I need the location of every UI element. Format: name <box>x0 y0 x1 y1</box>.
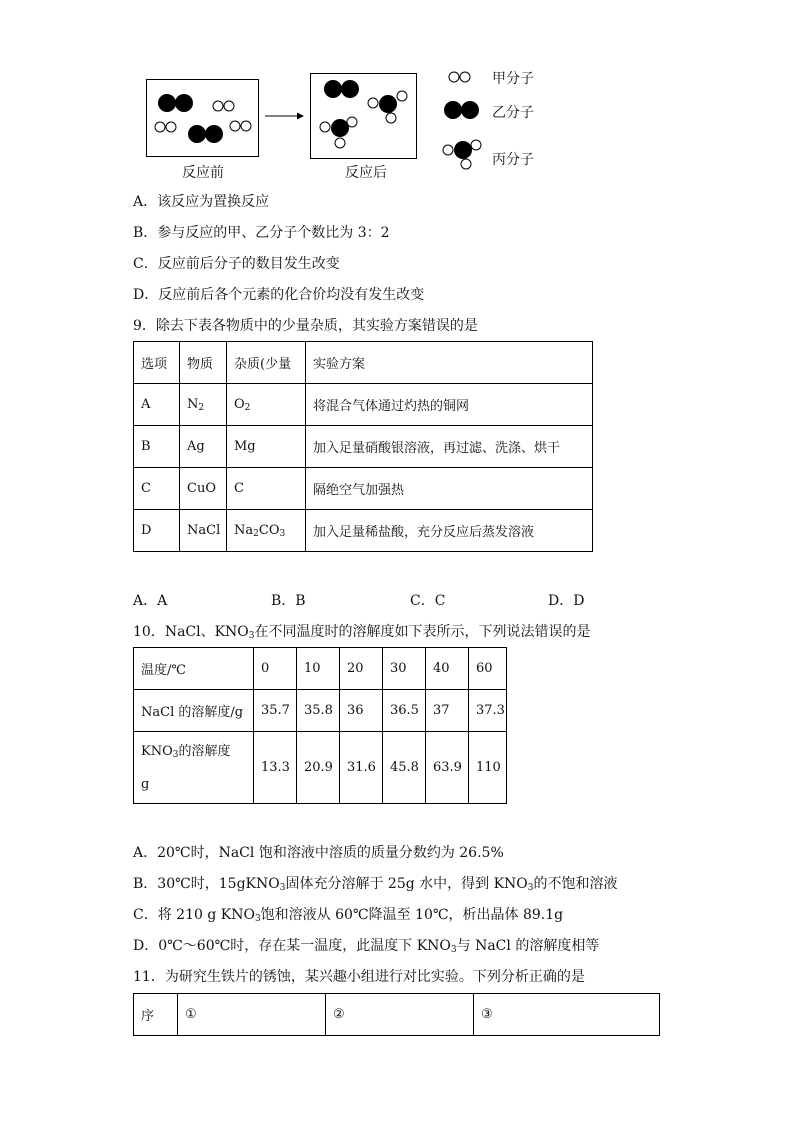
table-row <box>134 468 593 510</box>
q10-kno3-label: $KNO_3$的溶解度 g <box>134 732 254 804</box>
q9-table <box>133 341 593 552</box>
legend-jia: 甲分子 <box>492 71 534 87</box>
table-row <box>134 384 593 426</box>
jia-molecule-atom <box>230 121 240 131</box>
q10-kno3-cell: 13.3 <box>254 732 297 804</box>
bing-molecule-atom <box>397 91 407 101</box>
q9-cell-plan: 隔绝空气加强热 <box>306 468 593 510</box>
q10-stem: 10．NaCl、$KNO_3$在不同温度时的溶解度如下表所示，下列说法错误的是 <box>133 624 591 641</box>
q10-temp-cell: 30 <box>383 648 426 690</box>
q10-temp-cell: 10 <box>297 648 340 690</box>
jia-molecule-atom <box>213 101 223 111</box>
q9-cell-substance: Ag <box>180 426 227 468</box>
yi-molecule-atom <box>175 94 193 112</box>
q11-table <box>133 993 660 1036</box>
q11-header-3: ③ <box>474 994 660 1036</box>
table-row <box>134 994 660 1036</box>
q9-cell-plan: 将混合气体通过灼热的铜网 <box>306 384 593 426</box>
q9-choice-c: C．C <box>410 593 446 609</box>
q10-nacl-cell: 36.5 <box>383 690 426 732</box>
before-label: 反应前 <box>182 165 224 181</box>
q9-cell-impurity: $O_2$ <box>227 384 306 426</box>
q9-cell-impurity: Mg <box>227 426 306 468</box>
bing-legend-atom <box>471 140 481 150</box>
table-row <box>134 648 507 690</box>
q9-cell-plan: 加入足量硝酸银溶液，再过滤、洗涤、烘干 <box>306 426 593 468</box>
yi-molecule-atom <box>188 125 206 143</box>
bing-molecule-center <box>331 119 349 137</box>
q10-option-c: C．将 210 g $KNO_3$饱和溶液从 60℃降温至 10℃，析出晶体 89.1g <box>133 907 564 924</box>
q9-stem: 9．除去下表各物质中的少量杂质，其实验方案错误的是 <box>133 318 478 334</box>
q10-kno3-cell: 31.6 <box>340 732 383 804</box>
q10-nacl-cell: 36 <box>340 690 383 732</box>
q9-header-option: 选项 <box>134 342 180 384</box>
table-row <box>134 510 593 552</box>
q9-cell-option: B <box>134 426 180 468</box>
q10-option-d: D．0℃～60℃时，存在某一温度，此温度下 $KNO_3$与 NaCl 的溶解度相等 <box>133 938 600 955</box>
after-label: 反应后 <box>345 165 387 181</box>
q9-cell-option: C <box>134 468 180 510</box>
q10-option-b: B．30℃时，15gKNO$_3$固体充分溶解于 25g 水中，得到 $KNO_3$的不饱和溶液 <box>133 876 618 893</box>
yi-molecule-atom <box>324 80 342 98</box>
q10-temp-cell: 20 <box>340 648 383 690</box>
bing-molecule-atom <box>386 113 396 123</box>
before-molecules <box>155 94 251 143</box>
q10-temp-label: 温度/℃ <box>134 648 254 690</box>
q10-nacl-label: NaCl 的溶解度/g <box>134 690 254 732</box>
table-row <box>134 690 507 732</box>
bing-legend-atom <box>443 145 453 155</box>
after-molecules <box>320 80 407 148</box>
q9-cell-option: D <box>134 510 180 552</box>
q9-cell-impurity: C <box>227 468 306 510</box>
q10-kno3-cell: 45.8 <box>383 732 426 804</box>
q10-kno3-cell: 63.9 <box>426 732 469 804</box>
yi-molecule-atom <box>158 94 176 112</box>
yi-molecule-atom <box>341 80 359 98</box>
bing-molecule-atom <box>335 138 345 148</box>
bing-molecule-center <box>379 95 397 113</box>
q9-choice-d: D．D <box>548 593 585 609</box>
q9-header-plan: 实验方案 <box>306 342 593 384</box>
bing-molecule-atom <box>368 98 378 108</box>
q11-stem: 11．为研究生铁片的锈蚀，某兴趣小组进行对比实验。下列分析正确的是 <box>133 969 585 985</box>
q10-table <box>133 647 507 804</box>
q10-temp-cell: 40 <box>426 648 469 690</box>
q10-nacl-cell: 37 <box>426 690 469 732</box>
q10-nacl-cell: 35.7 <box>254 690 297 732</box>
q11-header-2: ② <box>326 994 474 1036</box>
jia-molecule-atom <box>155 122 165 132</box>
bing-legend-atom <box>461 159 471 169</box>
q10-temp-cell: 0 <box>254 648 297 690</box>
jia-molecule-atom <box>241 121 251 131</box>
q10-nacl-cell: 37.3 <box>469 690 507 732</box>
legend-yi: 乙分子 <box>492 105 534 121</box>
bing-molecule-atom <box>320 122 330 132</box>
jia-legend-atom <box>460 72 470 82</box>
jia-molecule-atom <box>166 122 176 132</box>
q8-option-d: D．反应前后各个元素的化合价均没有发生改变 <box>133 287 425 303</box>
jia-legend-atom <box>449 72 459 82</box>
jia-molecule-atom <box>224 101 234 111</box>
table-row <box>134 426 593 468</box>
reaction-arrow <box>265 113 304 120</box>
q9-cell-substance: $N_2$ <box>180 384 227 426</box>
yi-legend-atom <box>461 101 479 119</box>
reaction-figure <box>0 0 794 200</box>
q9-header-substance: 物质 <box>180 342 227 384</box>
legend-symbols <box>443 72 481 169</box>
q9-cell-option: A <box>134 384 180 426</box>
q8-option-c: C．反应前后分子的数目发生改变 <box>133 256 340 272</box>
table-row <box>134 342 593 384</box>
q9-cell-impurity: $Na_2CO_3$ <box>227 510 306 552</box>
q11-header-index: 序 <box>134 994 178 1036</box>
q9-cell-substance: CuO <box>180 468 227 510</box>
legend-bing: 丙分子 <box>492 152 534 168</box>
q10-temp-cell: 60 <box>469 648 507 690</box>
table-row <box>134 732 507 804</box>
q8-option-b: B．参与反应的甲、乙分子个数比为 3：2 <box>133 225 390 241</box>
q8-option-a: A．该反应为置换反应 <box>133 194 270 210</box>
q9-cell-substance: NaCl <box>180 510 227 552</box>
q10-kno3-cell: 20.9 <box>297 732 340 804</box>
q9-choice-a: A．A <box>133 593 168 609</box>
yi-legend-atom <box>444 101 462 119</box>
q10-option-a: A．20℃时，NaCl 饱和溶液中溶质的质量分数约为 26.5% <box>133 845 504 861</box>
q11-header-1: ① <box>178 994 326 1036</box>
q9-cell-plan: 加入足量稀盐酸，充分反应后蒸发溶液 <box>306 510 593 552</box>
q9-choice-b: B．B <box>271 593 306 609</box>
q10-kno3-cell: 110 <box>469 732 507 804</box>
q10-nacl-cell: 35.8 <box>297 690 340 732</box>
yi-molecule-atom <box>205 125 223 143</box>
q9-header-impurity: 杂质(少量 <box>227 342 306 384</box>
bing-legend-center <box>454 141 472 159</box>
